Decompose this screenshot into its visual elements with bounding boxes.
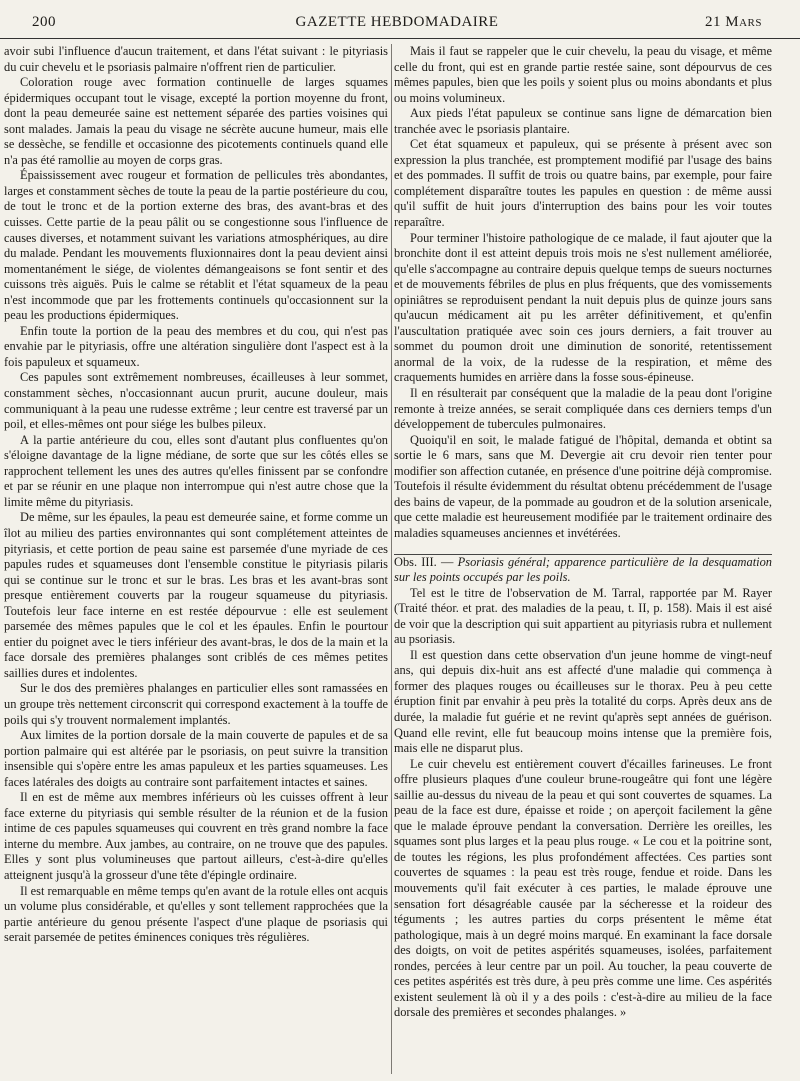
paragraph: Il en résulterait par conséquent que la maladie de la peau dont l'origine remonte à treize années, se serait compliquée dans ces derniers temps d'un développement de tubercules pulmonaires.	[394, 386, 772, 432]
paragraph: Coloration rouge avec formation continuelle de larges squames épidermiques occupant tout le visage, excepté la portion moyenne du front, dont la peau demeurée saine est nettement séparée des parties voisines qui sont malades. Jamais la peau du visage ne sécrète aucune humeur, mais elle se dessèche, se fendille et occasionne des picotements continuels quand elle n'a pas été ramollie au moyen de corps gras.	[4, 75, 388, 167]
issue-date: 21 Mars	[705, 14, 762, 30]
paragraph: Il est remarquable en même temps qu'en avant de la rotule elles ont acquis un volume plus considérable, et qu'elles y sont tellement rapprochées que la partie antérieure du genou présente l'aspect d'une plaque de psoriasis qui serait parsemée de petites éminences coniques très régulières.	[4, 883, 388, 945]
paragraph: avoir subi l'influence d'aucun traitement, et dans l'état suivant : le pityriasis du cuir chevelu et le psoriasis palmaire n'offrent rien de particulier.	[4, 44, 388, 74]
left-column	[4, 44, 388, 1078]
paragraph: Il en est de même aux membres inférieurs où les cuisses offrent à leur face externe du pityriasis qui semble résulter de la réunion et de la fusion intime de ces papules squameuses qui couvrent en très grand nombre la face interne du membre. Aux jambes, au contraire, on ne trouve que des papules. Elles y sont plus volumineuses que partout ailleurs, c'est-à-dire qu'elles atteignent jusqu'à la grosseur d'une tête d'épingle ordinaire.	[4, 790, 388, 882]
right-column	[394, 44, 772, 1078]
paragraph: De même, sur les épaules, la peau est demeurée saine, et forme comme un îlot au milieu des parties environnantes qui sont complétement atteintes de pityriasis, et cette portion de peau saine est parsemée d'une myriade de ces papules rudes et squameuses dont l'ensemble constitue le pityriasis pilaris qui se continue sur le tronc et sur le bras. Les bras et les avant-bras sont presque entièrement couverts par la rougeur squameuse du pityriasis. Toutefois leur face interne en est restée dépourvue : elle est seulement parsemée des mêmes papules que le col et les épaules. Enfin le pourtour entier du poignet avec le tiers inférieur des avant-bras, le dos de la main et la face dorsale des premières phalanges sont criblés de ces mêmes petites saillies dures et indolentes.	[4, 510, 388, 680]
observation-number: Obs. III. —	[394, 554, 454, 569]
running-head	[32, 14, 762, 36]
paragraph: Quoiqu'il en soit, le malade fatigué de l'hôpital, demanda et obtint sa sortie le 6 mars, sans que M. Devergie ait cru devoir rien tenter pour modifier son affection cutanée, en présence d'une poitrine déjà compromise. Toutefois il résulte évidemment du résultat obtenu précédemment de l'usage des bains de vapeur, de la pommade au goudron et de la solution arsenicale, que cette maladie est heureusement modifiée par le traitement ordinaire des maladies squameuses anciennes et invétérées.	[394, 432, 772, 540]
paragraph: Cet état squameux et papuleux, qui se présente à présent avec son expression la plus tranchée, est promptement modifié par l'usage des bains et des pommades. Il suffit de trois ou quatre bains, par exemple, pour faire complétement disparaître toutes les papules en question : de même aussi qu'il suffit de huit jours d'interruption des bains pour les voir toutes reparaître.	[394, 137, 772, 230]
header-rule	[0, 38, 800, 39]
paragraph: Aux limites de la portion dorsale de la main couverte de papules et de sa portion palmaire qui est altérée par le psoriasis, on peut suivre la transition insensible qui s'opère entre les amas papuleux et les parties squameuses. Les faces latérales des doigts au contraire sont parfaitement intactes et saines.	[4, 728, 388, 789]
page-number: 200	[32, 14, 56, 30]
observation-title: Psoriasis général; apparence particulière de la desquamation sur les points occupés par les poils.	[394, 554, 772, 585]
observation-heading	[394, 555, 772, 586]
paragraph: Épaississement avec rougeur et formation de pellicules très abondantes, larges et constamment sèches de toute la peau de la partie postérieure du cou, de tout le tronc et de la portion externe des bras, des avant-bras et des cuisses. Cette partie de la peau pâlit ou se congestionne sous l'influence de causes diverses, et notamment suivant les variations atmosphériques, au dire du malade. Pendant les mouvements fluxionnaires dont la peau devient ainsi momentanément le siége, de violentes démangeaisons se font sentir et des cuissons très aiguës. Puis le calme se rétablit et l'état squameux de la peau n'est incommode que par les frottements continuels qu'occasionnent sur la peau les productions épidermiques.	[4, 168, 388, 323]
paragraph: Il est question dans cette observation d'un jeune homme de vingt-neuf ans, qui depuis dix-huit ans est affecté d'une maladie qui commença à former des plaques rouges ou écailleuses sur le thorax. Peu à peu cette éruption finit par envahir à peu près la totalité du corps. Après deux ans de durée, la maladie fut guérie et ne revint qu'après sept années de guérison. Quand elle revint, elle fut beaucoup moins intense que la première fois, mais elle ne disparut plus.	[394, 647, 772, 756]
paragraph: Ces papules sont extrêmement nombreuses, écailleuses à leur sommet, constamment sèches, n'occasionnant aucun prurit, aucune douleur, mais communiquant à la peau une rudesse extrême ; leur centre est traversé par un poil, et elles-mêmes ont pour siége les bulbes pileux.	[4, 370, 388, 432]
journal-title: GAZETTE HEBDOMADAIRE	[295, 14, 499, 30]
paragraph: A la partie antérieure du cou, elles sont d'autant plus confluentes qu'on s'éloigne davantage de la ligne médiane, de sorte que sur les côtés elles se rapprochent tellement les unes des autres qu'elles finissent par se confondre et par se réunir en une plaque non interrompue qui n'est autre chose que la limite même du pityriasis.	[4, 432, 388, 509]
paragraph: Aux pieds l'état papuleux se continue sans ligne de démarcation bien tranchée avec le psoriasis plantaire.	[394, 106, 772, 136]
column-separator	[391, 44, 392, 1074]
paragraph: Enfin toute la portion de la peau des membres et du cou, qui n'est pas envahie par le pityriasis, offre une altération singulière dont l'aspect est à la fois papuleux et squameux.	[4, 323, 388, 369]
paragraph: Pour terminer l'histoire pathologique de ce malade, il faut ajouter que la bronchite dont il est atteint depuis trois mois ne s'est nullement améliorée, qu'elle s'accompagne au contraire depuis quelque temps de sueurs nocturnes et de mouvements fébriles de plus en plus fréquents, que des vomissements opiniâtres se reproduisent pendant la nuit depuis plus de quinze jours sans qu'aucun médicament ait pu les arrêter définitivement, et qu'enfin l'auscultation pratiquée avec soin ces jours derniers, a fait trouver au sommet du poumon droit une diminution de sonorité, retentissement anormal de la voix, de la rudesse de la respiration, et même des craquements humides en arrière dans la fosse sous-épineuse.	[394, 230, 772, 385]
paragraph: Mais il faut se rappeler que le cuir chevelu, la peau du visage, et même celle du front, qui est en grande partie restée saine, sont dépourvus de ces mêmes papules, bien que les poils y soient plus ou moins abondants et plus ou moins volumineux.	[394, 44, 772, 105]
paragraph: Sur le dos des premières phalanges en particulier elles sont ramassées en un groupe très nettement circonscrit qui correspond exactement à la touffe de poils qui s'y trouvent normalement implantés.	[4, 681, 388, 727]
paragraph: Le cuir chevelu est entièrement couvert d'écailles farineuses. Le front offre plusieurs plaques d'une couleur brune-rougeâtre qui font une légère saillie au-dessus du niveau de la peau et qui sont couvertes de squames. La peau de la face est dure, épaisse et roide ; on aperçoit facilement la gêne que le malade éprouve pendant la conversation. Derrière les oreilles, les squames sont plus larges et la peau plus rouge. « Le cou et la poitrine sont, de toutes les régions, les plus profondément affectées. Ces parties sont couvertes de squames : la peau est très rouge, fendue et roide. Dans les mouvements qu'il fait exécuter à ces parties, le malade éprouve une sensation fort désagréable causée par la sécheresse et la roideur des téguments ; les autres parties du corps présentent le même état pathologique, mais à un degré moins marqué. En examinant la face dorsale des doigts, on voit de petites aspérités squameuses, isolées, parfaitement rondes, percées à leur centre par un poil. Au toucher, la peau couverte de ces petites aspérités est très dure, à peu près comme une lime. Ces aspérités existent seulement là où il y a des poils : c'est-à-dire au milieu de la face dorsale des premières et secondes phalanges. »	[394, 756, 772, 1020]
paragraph: Tel est le titre de l'observation de M. Tarral, rapportée par M. Rayer (Traité théor. et prat. des maladies de la peau, t. II, p. 158). Mais il est aisé de voir que la description qui suit appartient au pityriasis rubra et nullement au psoriasis.	[394, 585, 772, 647]
